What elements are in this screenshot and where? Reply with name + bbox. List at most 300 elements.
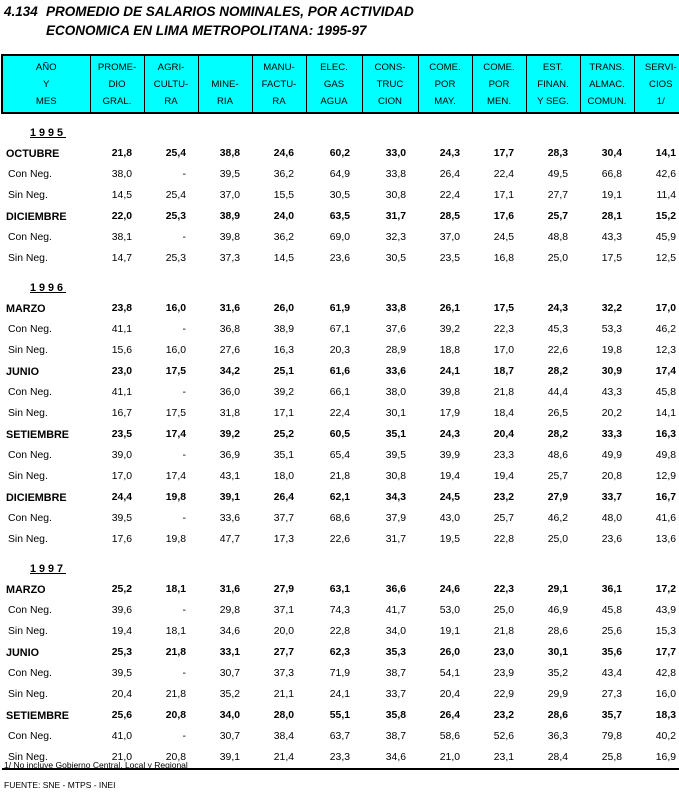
- table-cell: 20,8: [165, 710, 186, 721]
- table-cell: 17,1: [273, 408, 294, 419]
- column-header: [90, 55, 144, 113]
- table-cell: 30,7: [219, 731, 240, 742]
- month-total-row: [2, 361, 679, 382]
- table-cell: 37,1: [273, 605, 294, 616]
- table-cell: 17,6: [111, 534, 132, 545]
- table-cell: 22,8: [329, 626, 350, 637]
- table-cell: 23,5: [111, 429, 132, 440]
- table-cell: 48,8: [547, 232, 568, 243]
- table-cell: 39,0: [111, 450, 132, 461]
- table-cell: 24,6: [273, 148, 294, 159]
- table-cell: 16,0: [165, 303, 186, 314]
- table-cell: 62,3: [329, 647, 350, 658]
- table-cell: 35,3: [385, 647, 406, 658]
- column-header-line: ALMAC.: [589, 79, 625, 90]
- table-cell: 22,3: [493, 324, 514, 335]
- column-header-line: CULTU-: [153, 79, 189, 90]
- table-cell: 24,3: [547, 303, 568, 314]
- table-cell: 43,1: [219, 471, 240, 482]
- column-header-line: SERVI-: [644, 62, 677, 73]
- table-cell: 28,0: [273, 710, 294, 721]
- table-cell: 49,8: [655, 450, 676, 461]
- table-cell: 24,3: [439, 429, 460, 440]
- table-cell: 20,0: [273, 626, 294, 637]
- table-cell: 12,3: [655, 345, 676, 356]
- table-cell: 39,8: [439, 387, 460, 398]
- table-cell: 16,3: [273, 345, 294, 356]
- table-cell: 33,1: [219, 647, 240, 658]
- table-cell: 24,1: [329, 689, 350, 700]
- table-cell: 33,6: [219, 513, 240, 524]
- table-cell: 17,3: [273, 534, 294, 545]
- row-label: JUNIO: [6, 365, 39, 378]
- row-label: Sin Neg.: [2, 747, 90, 769]
- table-cell: 39,1: [198, 747, 252, 769]
- table-cell: 39,2: [273, 387, 294, 398]
- table-cell: 64,9: [329, 169, 350, 180]
- table-cell: 46,2: [547, 513, 568, 524]
- table-cell: 35,6: [601, 647, 622, 658]
- table-cell: 20,3: [329, 345, 350, 356]
- table-cell: 23,6: [329, 253, 350, 264]
- table-cell: 49,9: [601, 450, 622, 461]
- table-cell: 66,1: [329, 387, 350, 398]
- table-cell: 48,0: [601, 513, 622, 524]
- table-cell: 13,6: [655, 534, 676, 545]
- column-header-line: COME.: [483, 62, 515, 73]
- con-neg-row: [2, 600, 679, 621]
- table-cell: 25,4: [165, 148, 186, 159]
- table-cell: 32,2: [601, 303, 622, 314]
- row-label: Sin Neg.: [8, 190, 48, 201]
- column-header-line: MANU-: [263, 62, 295, 73]
- table-cell: 25,7: [547, 471, 568, 482]
- table-cell: 16,7: [655, 492, 676, 503]
- row-label: Con Neg.: [8, 324, 52, 335]
- table-cell: 26,0: [273, 303, 294, 314]
- table-cell: 34,6: [219, 626, 240, 637]
- table-cell: 34,0: [219, 710, 240, 721]
- column-header-line: EST.: [542, 62, 564, 73]
- table-cell: 33,7: [601, 492, 622, 503]
- table-cell: 17,5: [165, 366, 186, 377]
- table-cell: 69,0: [329, 232, 350, 243]
- table-cell: 22,3: [493, 584, 514, 595]
- table-cell: 21,0: [418, 747, 472, 769]
- table-cell: 37,3: [219, 253, 240, 264]
- column-header-line: TRUC: [376, 79, 404, 90]
- table-cell: 26,4: [439, 169, 460, 180]
- row-label: Con Neg.: [8, 232, 52, 243]
- table-cell: 19,4: [439, 471, 460, 482]
- row-label: MARZO: [6, 302, 46, 315]
- table-cell: 25,0: [493, 605, 514, 616]
- table-cell: 30,1: [385, 408, 406, 419]
- table-cell: 25,0: [547, 534, 568, 545]
- table-cell: 46,2: [655, 324, 676, 335]
- table-cell: -: [182, 324, 186, 335]
- column-header-line: CION: [378, 96, 402, 107]
- table-cell: 42,8: [655, 668, 676, 679]
- table-header: [2, 55, 679, 113]
- table-cell: 28,2: [547, 366, 568, 377]
- month-total-row: [2, 642, 679, 663]
- table-cell: 33,7: [385, 689, 406, 700]
- table-cell: 48,6: [547, 450, 568, 461]
- column-header-line: Y SEG.: [537, 96, 569, 107]
- table-cell: -: [182, 605, 186, 616]
- table-cell: 25,4: [165, 190, 186, 201]
- table-cell: 23,3: [493, 450, 514, 461]
- table-cell: 58,6: [439, 731, 460, 742]
- table-cell: 16,9: [634, 747, 679, 769]
- table-cell: 39,5: [111, 668, 132, 679]
- row-label: SETIEMBRE: [6, 428, 69, 441]
- column-header-line: PROME-: [97, 62, 137, 73]
- table-cell: 16,8: [493, 253, 514, 264]
- table-cell: 61,6: [329, 366, 350, 377]
- spacer-row: [2, 113, 679, 122]
- table-cell: 26,5: [547, 408, 568, 419]
- table-cell: 25,6: [601, 626, 622, 637]
- table-cell: 74,3: [329, 605, 350, 616]
- table-cell: 67,1: [329, 324, 350, 335]
- table-cell: 17,5: [165, 408, 186, 419]
- spacer-cell: [2, 269, 679, 277]
- table-cell: 21,8: [493, 626, 514, 637]
- table-cell: 14,5: [273, 253, 294, 264]
- table-cell: 29,1: [547, 584, 568, 595]
- table-cell: 45,8: [601, 605, 622, 616]
- year-label: 1995: [30, 126, 67, 139]
- column-header-line: RIA: [217, 96, 233, 107]
- table-cell: 25,3: [165, 211, 186, 222]
- spacer-cell: [2, 113, 679, 122]
- year-row: [2, 122, 679, 143]
- con-neg-row: [2, 164, 679, 185]
- table-cell: 34,6: [362, 747, 418, 769]
- column-header: [198, 55, 252, 113]
- table-cell: 19,8: [165, 534, 186, 545]
- table-cell: 23,2: [493, 710, 514, 721]
- table-cell: 36,0: [219, 387, 240, 398]
- table-cell: 19,8: [165, 492, 186, 503]
- table-cell: 63,5: [329, 211, 350, 222]
- column-header-line: AÑO: [35, 62, 57, 73]
- page-title: PROMEDIO DE SALARIOS NOMINALES, POR ACTIVIDAD: [46, 4, 414, 19]
- column-header-line: CIOS: [649, 79, 673, 90]
- table-cell: 66,8: [601, 169, 622, 180]
- table-cell: 25,6: [111, 710, 132, 721]
- column-header: [144, 55, 198, 113]
- salary-table: [1, 54, 679, 770]
- table-cell: 38,9: [273, 324, 294, 335]
- table-cell: 17,4: [655, 366, 676, 377]
- table-cell: 68,6: [329, 513, 350, 524]
- table-cell: 37,7: [273, 513, 294, 524]
- sin-neg-row: [2, 621, 679, 642]
- month-total-row: [2, 143, 679, 164]
- table-cell: 36,2: [273, 232, 294, 243]
- table-cell: 30,4: [601, 148, 622, 159]
- table-cell: 35,7: [601, 710, 622, 721]
- column-header-line: AGRI-: [157, 62, 185, 73]
- table-cell: 37,0: [439, 232, 460, 243]
- table-cell: 36,8: [219, 324, 240, 335]
- table-cell: 25,0: [547, 253, 568, 264]
- sin-neg-row: [2, 529, 679, 550]
- page-subtitle: ECONOMICA EN LIMA METROPOLITANA: 1995-97: [46, 23, 367, 38]
- table-cell: 52,6: [493, 731, 514, 742]
- con-neg-row: [2, 445, 679, 466]
- table-cell: -: [182, 169, 186, 180]
- column-header: [418, 55, 472, 113]
- table-cell: 25,1: [273, 366, 294, 377]
- table-cell: 18,1: [165, 584, 186, 595]
- table-cell: 14,5: [111, 190, 132, 201]
- row-label: MARZO: [6, 583, 46, 596]
- table-cell: 27,7: [273, 647, 294, 658]
- table-cell: 28,6: [547, 710, 568, 721]
- column-header-line: GAS: [323, 79, 345, 90]
- table-cell: 17,2: [655, 584, 676, 595]
- table-cell: -: [182, 513, 186, 524]
- table-cell: 36,2: [273, 169, 294, 180]
- table-cell: 31,6: [219, 303, 240, 314]
- table-cell: 22,4: [329, 408, 350, 419]
- table-cell: 30,7: [219, 668, 240, 679]
- table-cell: 23,3: [306, 747, 362, 769]
- table-cell: 45,9: [655, 232, 676, 243]
- table-cell: 19,5: [439, 534, 460, 545]
- table-cell: 12,5: [655, 253, 676, 264]
- table-cell: 30,8: [385, 190, 406, 201]
- column-header: [472, 55, 526, 113]
- table-cell: 40,2: [655, 731, 676, 742]
- con-neg-row: [2, 319, 679, 340]
- table-cell: 23,0: [493, 647, 514, 658]
- table-cell: 41,1: [111, 387, 132, 398]
- table-cell: 61,9: [329, 303, 350, 314]
- row-label: Sin Neg.: [8, 345, 48, 356]
- table-cell: 46,9: [547, 605, 568, 616]
- month-total-row: [2, 487, 679, 508]
- column-header: [362, 55, 418, 113]
- row-label: Con Neg.: [8, 450, 52, 461]
- table-cell: 49,5: [547, 169, 568, 180]
- column-header-line: MEN.: [487, 96, 511, 107]
- table-cell: 39,9: [439, 450, 460, 461]
- con-neg-row: [2, 663, 679, 684]
- table-cell: 23,6: [601, 534, 622, 545]
- table-cell: 29,9: [547, 689, 568, 700]
- table-cell: 23,8: [111, 303, 132, 314]
- table-cell: 18,3: [655, 710, 676, 721]
- table-cell: 22,4: [493, 169, 514, 180]
- column-header-line: FACTU-: [261, 79, 297, 90]
- column-header: [634, 55, 679, 113]
- table-cell: 31,7: [385, 211, 406, 222]
- row-label: Con Neg.: [8, 387, 52, 398]
- table-cell: 30,1: [547, 647, 568, 658]
- table-cell: 24,3: [439, 148, 460, 159]
- column-header-line: DIO: [108, 79, 126, 90]
- sin-neg-row: [2, 684, 679, 705]
- table-cell: 45,3: [547, 324, 568, 335]
- column-header-line: MAY.: [434, 96, 456, 107]
- table-cell: 19,4: [111, 626, 132, 637]
- table-cell: 17,1: [493, 190, 514, 201]
- table-cell: 17,0: [655, 303, 676, 314]
- table-cell: 15,5: [273, 190, 294, 201]
- table-cell: 26,4: [273, 492, 294, 503]
- table-cell: 43,3: [601, 387, 622, 398]
- table-cell: 20,8: [144, 747, 198, 769]
- table-cell: 27,9: [273, 584, 294, 595]
- table-cell: 28,5: [439, 211, 460, 222]
- table-cell: 25,3: [165, 253, 186, 264]
- table-cell: 41,1: [111, 324, 132, 335]
- table-cell: 39,5: [219, 169, 240, 180]
- table-cell: 22,0: [111, 211, 132, 222]
- table-cell: 20,8: [601, 471, 622, 482]
- table-cell: 28,9: [385, 345, 406, 356]
- table-cell: 24,5: [493, 232, 514, 243]
- table-cell: 17,0: [111, 471, 132, 482]
- table-cell: -: [182, 731, 186, 742]
- row-label: Sin Neg.: [8, 626, 48, 637]
- column-header-line: AGUA: [320, 96, 348, 107]
- month-total-row: [2, 424, 679, 445]
- table-cell: 34,3: [385, 492, 406, 503]
- table-cell: 22,6: [329, 534, 350, 545]
- column-header-line: RA: [272, 96, 286, 107]
- table-cell: 29,8: [219, 605, 240, 616]
- month-total-row: [2, 579, 679, 600]
- column-header-line: RA: [164, 96, 178, 107]
- row-label: Con Neg.: [8, 513, 52, 524]
- table-cell: 14,7: [111, 253, 132, 264]
- year-row: [2, 277, 679, 298]
- table-cell: 28,4: [526, 747, 580, 769]
- table-cell: 33,3: [601, 429, 622, 440]
- table-cell: 33,8: [385, 303, 406, 314]
- table-cell: 22,9: [493, 689, 514, 700]
- table-cell: -: [182, 668, 186, 679]
- row-label: Con Neg.: [8, 605, 52, 616]
- table-cell: 43,0: [439, 513, 460, 524]
- table-cell: 38,7: [385, 731, 406, 742]
- table-cell: 30,5: [385, 253, 406, 264]
- table-cell: 19,1: [601, 190, 622, 201]
- column-header-line: Y: [43, 79, 50, 90]
- table-cell: 22,6: [547, 345, 568, 356]
- table-cell: 60,2: [329, 148, 350, 159]
- table-cell: 15,2: [655, 211, 676, 222]
- table-cell: 20,4: [439, 689, 460, 700]
- column-header-line: ELEC.: [320, 62, 348, 73]
- column-header-line: TRANS.: [589, 62, 625, 73]
- column-header-line: COME.: [429, 62, 461, 73]
- table-cell: 39,6: [111, 605, 132, 616]
- row-label: SETIEMBRE: [6, 709, 69, 722]
- table-cell: 19,8: [601, 345, 622, 356]
- row-label: DICIEMBRE: [6, 491, 67, 504]
- table-cell: 18,7: [493, 366, 514, 377]
- row-label: Con Neg.: [8, 668, 52, 679]
- column-header: [526, 55, 580, 113]
- source-note: FUENTE: SNE - MTPS - INEI: [4, 780, 116, 790]
- table-cell: 41,7: [385, 605, 406, 616]
- footnote: 1/ No incluye Gobierno Central, Local y Regional: [4, 760, 188, 770]
- table-cell: 16,0: [655, 689, 676, 700]
- sin-neg-row: [2, 185, 679, 206]
- table-cell: 36,9: [219, 450, 240, 461]
- table-cell: 21,8: [111, 148, 132, 159]
- table-cell: 23,9: [493, 668, 514, 679]
- table-cell: 19,1: [439, 626, 460, 637]
- spacer-row: [2, 269, 679, 277]
- con-neg-row: [2, 726, 679, 747]
- table-cell: 37,3: [273, 668, 294, 679]
- table-cell: 38,0: [111, 169, 132, 180]
- table-cell: 43,9: [655, 605, 676, 616]
- table-cell: 15,6: [111, 345, 132, 356]
- table-cell: -: [182, 450, 186, 461]
- table-cell: 53,0: [439, 605, 460, 616]
- table-cell: 27,6: [219, 345, 240, 356]
- column-header-line: POR: [488, 79, 510, 90]
- column-header-line: COMUN.: [587, 96, 627, 107]
- table-cell: 63,1: [329, 584, 350, 595]
- table-cell: 25,7: [547, 211, 568, 222]
- table-cell: 12,9: [655, 471, 676, 482]
- table-cell: 36,3: [547, 731, 568, 742]
- sin-neg-row: [2, 248, 679, 269]
- table-cell: 25,2: [273, 429, 294, 440]
- year-label: 1996: [30, 281, 67, 294]
- table-cell: 17,7: [655, 647, 676, 658]
- spacer-row: [2, 550, 679, 558]
- table-cell: 23,0: [111, 366, 132, 377]
- table-cell: 37,0: [219, 190, 240, 201]
- header-row: [2, 55, 679, 113]
- row-label: Sin Neg.: [8, 689, 48, 700]
- table-cell: 44,4: [547, 387, 568, 398]
- table-cell: 27,7: [547, 190, 568, 201]
- table-cell: 31,8: [219, 408, 240, 419]
- table-cell: 33,0: [385, 148, 406, 159]
- column-header: [252, 55, 306, 113]
- table-cell: 33,6: [385, 366, 406, 377]
- row-label: Con Neg.: [8, 169, 52, 180]
- table-cell: 54,1: [439, 668, 460, 679]
- column-header-line: MINE-: [211, 79, 239, 90]
- table-cell: 53,3: [601, 324, 622, 335]
- table-cell: 35,8: [385, 710, 406, 721]
- table-cell: 27,9: [547, 492, 568, 503]
- table-cell: 22,8: [493, 534, 514, 545]
- table-cell: 30,9: [601, 366, 622, 377]
- table-cell: 21,8: [493, 387, 514, 398]
- table-body: [2, 113, 679, 769]
- table-cell: 14,1: [655, 408, 676, 419]
- table-cell: 35,1: [385, 429, 406, 440]
- table-cell: 16,7: [111, 408, 132, 419]
- table-cell: 79,8: [601, 731, 622, 742]
- table-cell: 17,0: [493, 345, 514, 356]
- year-row: [2, 558, 679, 579]
